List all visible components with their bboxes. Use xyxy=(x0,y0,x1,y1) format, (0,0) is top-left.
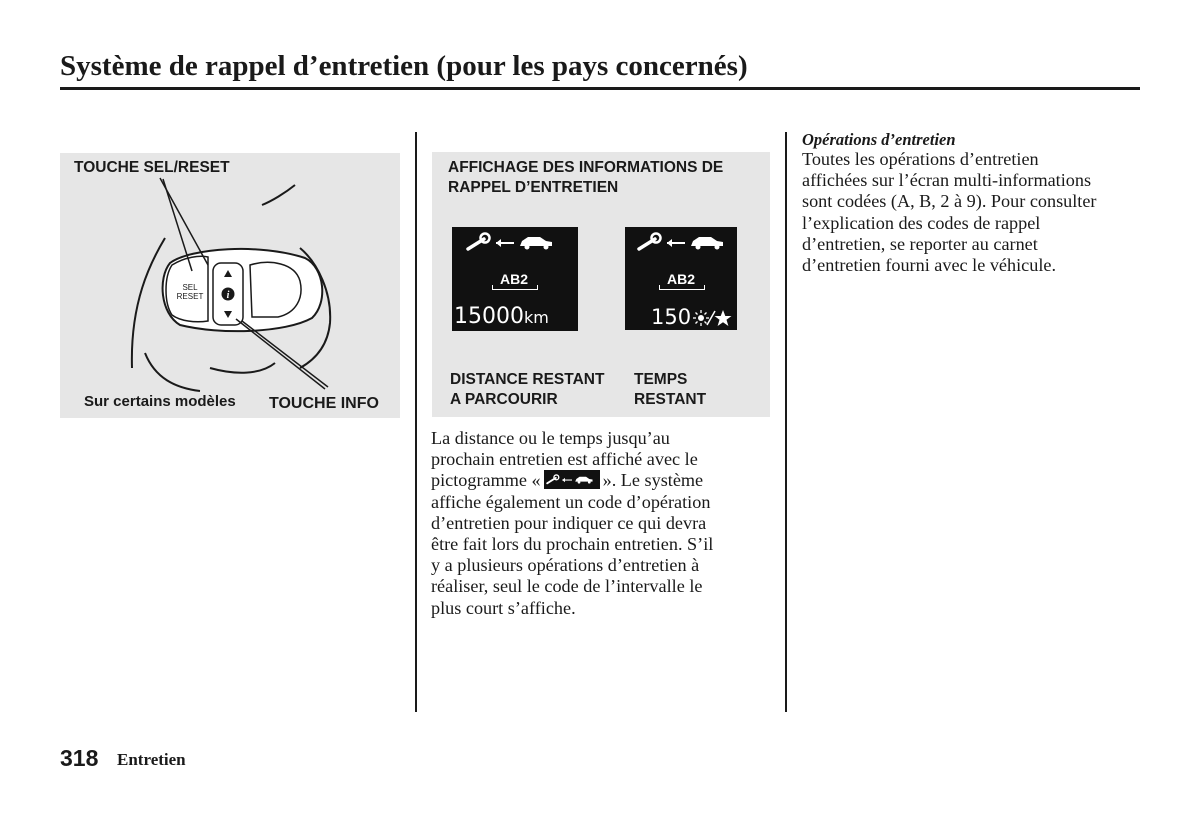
time-value-row xyxy=(651,305,691,329)
sun-star-icon xyxy=(693,309,733,327)
column-divider-1 xyxy=(415,132,417,712)
svg-text:i: i xyxy=(226,290,230,301)
wrench-arrow-car-icon xyxy=(464,231,564,253)
section-name: Entretien xyxy=(117,750,186,769)
distance-value-row xyxy=(454,305,549,330)
display-caption-line1: AFFICHAGE DES INFORMATIONS DE xyxy=(448,159,724,176)
sel-reset-caption: TOUCHE SEL/RESET xyxy=(74,159,230,176)
display-figure xyxy=(432,152,770,417)
wrench-arrow-car-icon xyxy=(544,470,600,489)
middle-line-part: ». Le système xyxy=(602,470,704,491)
time-code-bracket xyxy=(659,285,705,290)
wrench-arrow-car-icon xyxy=(635,231,735,253)
column-divider-2 xyxy=(785,132,787,712)
middle-line: y a plusieurs opérations d’entretien à xyxy=(431,555,700,576)
steering-wheel-figure xyxy=(60,153,400,418)
middle-paragraph xyxy=(431,428,776,619)
time-code: AB2 xyxy=(666,271,695,287)
certain-models-caption: Sur certains modèles xyxy=(84,393,236,410)
steering-wheel-drawing xyxy=(60,153,400,418)
right-line: affichées sur l’écran multi-informations xyxy=(802,170,1092,191)
section-heading: Opérations d’entretien xyxy=(802,130,956,149)
sel-label: SEL xyxy=(182,283,198,292)
distance-code: AB2 xyxy=(499,271,528,287)
middle-line-part: pictogramme « xyxy=(431,470,541,491)
page-title: Système de rappel d’entretien (pour les pays concernés) xyxy=(60,50,748,82)
right-line: sont codées (A, B, 2 à 9). Pour consulter xyxy=(802,191,1097,212)
middle-line-with-icon xyxy=(431,470,776,491)
distance-code-bracket xyxy=(492,285,538,290)
page-number: 318 xyxy=(60,745,99,771)
distance-unit: km xyxy=(524,308,549,327)
time-display xyxy=(625,227,737,330)
right-paragraph xyxy=(802,149,1147,276)
time-label-line1: TEMPS xyxy=(634,371,688,388)
time-label-line2: RESTANT xyxy=(634,391,707,408)
distance-value: 15000 xyxy=(454,304,524,329)
right-line: Toutes les opérations d’entretien xyxy=(802,149,1039,169)
distance-display xyxy=(452,227,578,331)
middle-line: être fait lors du prochain entretien. S’il xyxy=(431,534,714,555)
time-value: 150 xyxy=(651,305,692,329)
right-line: l’explication des codes de rappel xyxy=(802,212,1041,233)
middle-line: plus court s’affiche. xyxy=(431,597,576,618)
reset-label: RESET xyxy=(176,292,204,301)
title-rule xyxy=(60,87,1140,90)
right-line: d’entretien, se reporter au carnet xyxy=(802,233,1038,254)
distance-label-line2: A PARCOURIR xyxy=(450,391,558,408)
middle-line: affiche également un code d’opération xyxy=(431,491,711,512)
distance-label-line1: DISTANCE RESTANT xyxy=(450,371,605,388)
right-column xyxy=(802,130,1147,276)
middle-line: La distance ou le temps jusqu’au xyxy=(431,428,670,448)
display-caption-line2: RAPPEL D’ENTRETIEN xyxy=(448,179,619,196)
middle-line: d’entretien pour indiquer ce qui devra xyxy=(431,512,707,533)
info-button-caption: TOUCHE INFO xyxy=(269,395,379,412)
middle-line: réaliser, seul le code de l’intervalle le xyxy=(431,576,703,597)
right-line: d’entretien fourni avec le véhicule. xyxy=(802,255,1056,276)
middle-line: prochain entretien est affiché avec le xyxy=(431,449,698,470)
sel-reset-button-label xyxy=(172,283,208,301)
